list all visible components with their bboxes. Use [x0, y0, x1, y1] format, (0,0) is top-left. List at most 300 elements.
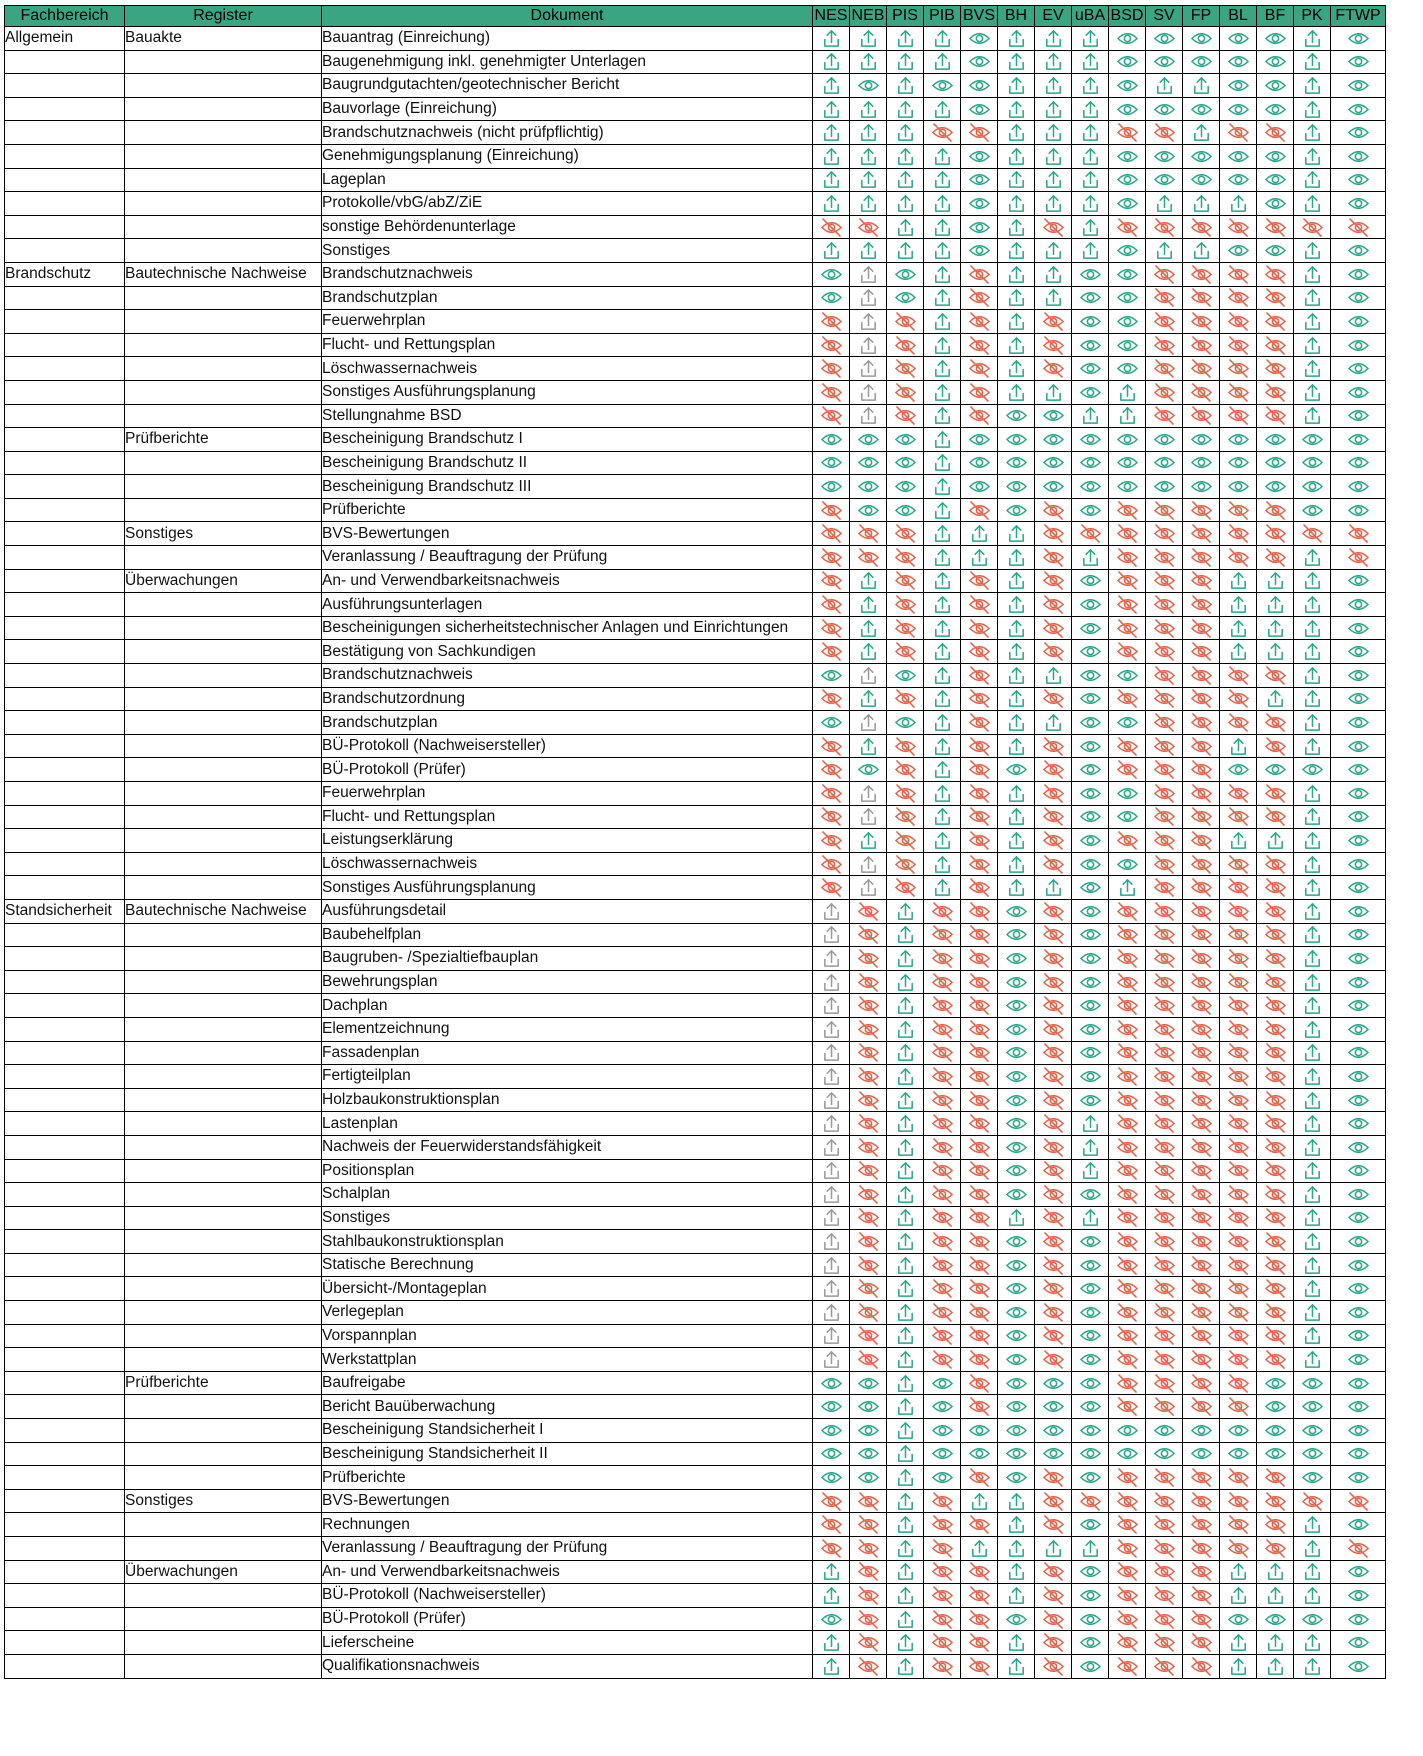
- permission-cell-ev: [1035, 805, 1072, 829]
- eye-icon: [850, 452, 886, 473]
- eye-icon: [961, 217, 997, 238]
- register-cell: [125, 1419, 322, 1443]
- permission-cell-bl: [1220, 1065, 1257, 1089]
- upload-icon: [1257, 570, 1293, 591]
- permission-cell-sv: [1146, 829, 1183, 853]
- eye-slash-icon: [1035, 547, 1071, 568]
- eye-icon: [1072, 429, 1108, 450]
- permission-cell-sv: [1146, 1206, 1183, 1230]
- table-row: [5, 734, 1386, 758]
- eye-slash-icon: [1146, 1231, 1182, 1252]
- permission-cell-ev: [1035, 192, 1072, 216]
- header-role-bf: BF: [1257, 6, 1294, 27]
- permission-cell-bl: [1220, 1489, 1257, 1513]
- upload-icon: [998, 806, 1034, 827]
- dokument-cell: Flucht- und Rettungsplan: [322, 333, 813, 357]
- upload-icon: [1220, 570, 1256, 591]
- permission-cell-pis: [887, 286, 924, 310]
- permission-cell-ftwp: [1331, 1112, 1386, 1136]
- eye-slash-icon: [924, 972, 960, 993]
- upload-icon: [813, 1255, 849, 1276]
- permission-cell-nes: [813, 1135, 850, 1159]
- permission-cell-nes: [813, 1560, 850, 1584]
- eye-slash-icon: [1146, 924, 1182, 945]
- table-row: [5, 1253, 1386, 1277]
- eye-icon: [1146, 28, 1182, 49]
- eye-slash-icon: [1294, 1491, 1330, 1512]
- permission-cell-ev: [1035, 451, 1072, 475]
- eye-slash-icon: [1257, 1255, 1293, 1276]
- permission-cell-bh: [998, 475, 1035, 499]
- permission-cell-bh: [998, 734, 1035, 758]
- eye-slash-icon: [1146, 1278, 1182, 1299]
- permission-cell-ftwp: [1331, 1395, 1386, 1419]
- eye-icon: [1257, 1373, 1293, 1394]
- permission-cell-pis: [887, 522, 924, 546]
- permission-cell-fp: [1183, 1324, 1220, 1348]
- eye-icon: [1220, 51, 1256, 72]
- upload-icon: [1294, 358, 1330, 379]
- upload-icon: [924, 854, 960, 875]
- permission-cell-neb: [850, 569, 887, 593]
- eye-slash-icon: [1220, 547, 1256, 568]
- permission-cell-bvs: [961, 569, 998, 593]
- eye-icon: [1331, 1090, 1385, 1111]
- eye-slash-icon: [1035, 1042, 1071, 1063]
- dokument-cell: Veranlassung / Beauftragung der Prüfung: [322, 1537, 813, 1561]
- eye-slash-icon: [1146, 618, 1182, 639]
- permission-cell-bl: [1220, 27, 1257, 51]
- eye-icon: [961, 1443, 997, 1464]
- upload-icon: [813, 995, 849, 1016]
- eye-slash-icon: [1109, 1255, 1145, 1276]
- register-cell: Bautechnische Nachweise: [125, 899, 322, 923]
- dokument-cell: Flucht- und Rettungsplan: [322, 805, 813, 829]
- permission-cell-bvs: [961, 310, 998, 334]
- dokument-cell: Qualifikationsnachweis: [322, 1654, 813, 1678]
- register-cell: [125, 451, 322, 475]
- permission-cell-pib: [924, 1560, 961, 1584]
- permission-cell-pk: [1294, 1277, 1331, 1301]
- permission-cell-bvs: [961, 1607, 998, 1631]
- eye-slash-icon: [1109, 1207, 1145, 1228]
- eye-slash-icon: [887, 335, 923, 356]
- permission-cell-sv: [1146, 121, 1183, 145]
- eye-slash-icon: [813, 1491, 849, 1512]
- table-row: [5, 829, 1386, 853]
- upload-icon: [1294, 1302, 1330, 1323]
- register-cell: [125, 310, 322, 334]
- register-cell: [125, 168, 322, 192]
- eye-icon: [1109, 358, 1145, 379]
- eye-slash-icon: [1183, 1019, 1219, 1040]
- permission-cell-nes: [813, 380, 850, 404]
- permission-cell-fp: [1183, 1112, 1220, 1136]
- fachbereich-cell: [5, 380, 125, 404]
- eye-slash-icon: [1035, 1609, 1071, 1630]
- eye-slash-icon: [961, 594, 997, 615]
- fachbereich-cell: [5, 1348, 125, 1372]
- eye-icon: [1257, 99, 1293, 120]
- eye-slash-icon: [1146, 972, 1182, 993]
- permission-cell-bsd: [1109, 50, 1146, 74]
- eye-icon: [1331, 358, 1385, 379]
- eye-slash-icon: [813, 830, 849, 851]
- permission-cell-ev: [1035, 1395, 1072, 1419]
- eye-icon: [1220, 429, 1256, 450]
- eye-slash-icon: [1109, 217, 1145, 238]
- permission-cell-uba: [1072, 262, 1109, 286]
- permission-cell-pib: [924, 1466, 961, 1490]
- permission-cell-sv: [1146, 711, 1183, 735]
- permission-cell-bf: [1257, 1301, 1294, 1325]
- eye-icon: [1072, 783, 1108, 804]
- permission-cell-bl: [1220, 1395, 1257, 1419]
- permission-cell-ev: [1035, 947, 1072, 971]
- permission-cell-ftwp: [1331, 1584, 1386, 1608]
- permission-cell-bf: [1257, 687, 1294, 711]
- upload-icon: [1035, 382, 1071, 403]
- permission-cell-ev: [1035, 1253, 1072, 1277]
- eye-icon: [998, 1090, 1034, 1111]
- eye-slash-icon: [1035, 1349, 1071, 1370]
- eye-slash-icon: [961, 1042, 997, 1063]
- upload-icon: [1220, 830, 1256, 851]
- permission-cell-nes: [813, 1041, 850, 1065]
- eye-slash-icon: [961, 1349, 997, 1370]
- eye-slash-icon: [850, 1349, 886, 1370]
- eye-slash-icon: [813, 806, 849, 827]
- eye-slash-icon: [1220, 382, 1256, 403]
- eye-slash-icon: [1183, 618, 1219, 639]
- permission-cell-bvs: [961, 215, 998, 239]
- permission-cell-bf: [1257, 1513, 1294, 1537]
- upload-icon: [850, 99, 886, 120]
- permission-cell-sv: [1146, 546, 1183, 570]
- permission-cell-pis: [887, 380, 924, 404]
- permission-cell-bh: [998, 1584, 1035, 1608]
- dokument-cell: Löschwassernachweis: [322, 852, 813, 876]
- upload-icon: [1294, 1561, 1330, 1582]
- eye-slash-icon: [1183, 1514, 1219, 1535]
- eye-icon: [1257, 193, 1293, 214]
- upload-icon: [850, 51, 886, 72]
- register-cell: [125, 640, 322, 664]
- fachbereich-cell: Brandschutz: [5, 262, 125, 286]
- eye-slash-icon: [1109, 995, 1145, 1016]
- eye-slash-icon: [924, 1113, 960, 1134]
- permission-cell-fp: [1183, 380, 1220, 404]
- permission-cell-bl: [1220, 1631, 1257, 1655]
- table-row: [5, 1631, 1386, 1655]
- eye-icon: [1257, 240, 1293, 261]
- eye-slash-icon: [850, 1090, 886, 1111]
- permission-cell-ev: [1035, 1206, 1072, 1230]
- eye-icon: [1109, 28, 1145, 49]
- eye-icon: [1331, 618, 1385, 639]
- eye-icon: [1220, 1420, 1256, 1441]
- permission-cell-neb: [850, 1277, 887, 1301]
- upload-icon: [1146, 240, 1182, 261]
- upload-icon: [813, 1113, 849, 1134]
- dokument-cell: Bericht Bauüberwachung: [322, 1395, 813, 1419]
- permission-cell-bsd: [1109, 262, 1146, 286]
- eye-slash-icon: [1257, 1278, 1293, 1299]
- permission-cell-ftwp: [1331, 121, 1386, 145]
- eye-icon: [1257, 1396, 1293, 1417]
- upload-icon: [813, 75, 849, 96]
- dokument-cell: Bescheinigung Standsicherheit II: [322, 1442, 813, 1466]
- upload-icon: [1035, 877, 1071, 898]
- eye-slash-icon: [1109, 1609, 1145, 1630]
- fachbereich-cell: [5, 215, 125, 239]
- upload-icon: [887, 1231, 923, 1252]
- permission-cell-ev: [1035, 1017, 1072, 1041]
- permission-cell-bsd: [1109, 168, 1146, 192]
- eye-slash-icon: [813, 688, 849, 709]
- permission-cell-sv: [1146, 97, 1183, 121]
- eye-slash-icon: [887, 830, 923, 851]
- eye-icon: [1331, 193, 1385, 214]
- eye-slash-icon: [1183, 547, 1219, 568]
- permission-cell-nes: [813, 687, 850, 711]
- fachbereich-cell: [5, 239, 125, 263]
- eye-icon: [1109, 51, 1145, 72]
- upload-icon: [924, 452, 960, 473]
- permission-cell-fp: [1183, 1537, 1220, 1561]
- permission-cell-sv: [1146, 262, 1183, 286]
- permission-cell-fp: [1183, 758, 1220, 782]
- permission-cell-ftwp: [1331, 498, 1386, 522]
- permission-cell-pib: [924, 357, 961, 381]
- permission-cell-uba: [1072, 498, 1109, 522]
- permission-cell-fp: [1183, 333, 1220, 357]
- eye-slash-icon: [1257, 1160, 1293, 1181]
- eye-slash-icon: [961, 1160, 997, 1181]
- permission-cell-bl: [1220, 1324, 1257, 1348]
- eye-slash-icon: [1183, 806, 1219, 827]
- upload-icon: [850, 264, 886, 285]
- upload-icon: [850, 830, 886, 851]
- permission-cell-uba: [1072, 1489, 1109, 1513]
- upload-icon: [1294, 1656, 1330, 1677]
- fachbereich-cell: [5, 616, 125, 640]
- eye-slash-icon: [1109, 688, 1145, 709]
- upload-icon: [998, 240, 1034, 261]
- eye-slash-icon: [961, 1113, 997, 1134]
- eye-slash-icon: [1257, 1231, 1293, 1252]
- eye-icon: [1072, 1373, 1108, 1394]
- permission-cell-bsd: [1109, 1253, 1146, 1277]
- upload-icon: [813, 146, 849, 167]
- table-row: [5, 333, 1386, 357]
- permission-cell-ftwp: [1331, 569, 1386, 593]
- permission-cell-nes: [813, 428, 850, 452]
- permission-cell-sv: [1146, 333, 1183, 357]
- eye-icon: [1331, 1160, 1385, 1181]
- eye-slash-icon: [1257, 335, 1293, 356]
- permission-cell-sv: [1146, 852, 1183, 876]
- permission-cell-ev: [1035, 1183, 1072, 1207]
- permission-cell-pis: [887, 1135, 924, 1159]
- eye-icon: [1331, 311, 1385, 332]
- eye-icon: [998, 1160, 1034, 1181]
- permission-cell-pis: [887, 475, 924, 499]
- permission-cell-bl: [1220, 1654, 1257, 1678]
- permission-cell-pk: [1294, 711, 1331, 735]
- eye-icon: [1331, 712, 1385, 733]
- permission-cell-bf: [1257, 74, 1294, 98]
- eye-icon: [1072, 1231, 1108, 1252]
- eye-icon: [998, 1373, 1034, 1394]
- permission-cell-ev: [1035, 734, 1072, 758]
- eye-slash-icon: [1146, 759, 1182, 780]
- permission-cell-bsd: [1109, 616, 1146, 640]
- eye-icon: [887, 665, 923, 686]
- upload-icon: [813, 1019, 849, 1040]
- permission-cell-bl: [1220, 286, 1257, 310]
- eye-slash-icon: [924, 1632, 960, 1653]
- eye-icon: [998, 972, 1034, 993]
- permission-cell-neb: [850, 1183, 887, 1207]
- upload-icon: [1294, 405, 1330, 426]
- upload-icon: [887, 1656, 923, 1677]
- register-cell: [125, 852, 322, 876]
- permission-cell-bsd: [1109, 829, 1146, 853]
- permission-cell-pis: [887, 1253, 924, 1277]
- permission-cell-pk: [1294, 1088, 1331, 1112]
- upload-icon: [887, 1042, 923, 1063]
- permission-cell-pib: [924, 758, 961, 782]
- permission-cell-bvs: [961, 616, 998, 640]
- eye-icon: [813, 1396, 849, 1417]
- permission-cell-pib: [924, 522, 961, 546]
- upload-icon: [813, 193, 849, 214]
- permission-cell-uba: [1072, 1371, 1109, 1395]
- permission-cell-pis: [887, 1395, 924, 1419]
- permission-cell-bh: [998, 1017, 1035, 1041]
- permission-cell-pk: [1294, 1560, 1331, 1584]
- upload-icon: [1072, 122, 1108, 143]
- permission-cell-ev: [1035, 404, 1072, 428]
- permission-cell-neb: [850, 1088, 887, 1112]
- upload-icon: [961, 547, 997, 568]
- table-row: [5, 1230, 1386, 1254]
- permission-cell-neb: [850, 1159, 887, 1183]
- eye-slash-icon: [1035, 1207, 1071, 1228]
- permission-cell-bvs: [961, 192, 998, 216]
- permission-cell-pib: [924, 310, 961, 334]
- eye-icon: [1257, 429, 1293, 450]
- permission-cell-neb: [850, 687, 887, 711]
- permission-cell-bvs: [961, 1088, 998, 1112]
- permission-cell-sv: [1146, 1301, 1183, 1325]
- permission-cell-bvs: [961, 1631, 998, 1655]
- upload-icon: [998, 28, 1034, 49]
- eye-icon: [1109, 146, 1145, 167]
- eye-slash-icon: [1257, 287, 1293, 308]
- eye-icon: [1331, 240, 1385, 261]
- eye-slash-icon: [850, 1207, 886, 1228]
- header-role-ev: EV: [1035, 6, 1072, 27]
- permission-cell-bl: [1220, 239, 1257, 263]
- permission-cell-ev: [1035, 74, 1072, 98]
- eye-slash-icon: [1220, 1467, 1256, 1488]
- upload-icon: [1294, 169, 1330, 190]
- eye-slash-icon: [1183, 311, 1219, 332]
- permission-cell-bsd: [1109, 1065, 1146, 1089]
- permission-cell-pis: [887, 215, 924, 239]
- eye-icon: [1294, 500, 1330, 521]
- upload-icon: [924, 28, 960, 49]
- permission-cell-nes: [813, 97, 850, 121]
- register-cell: Sonstiges: [125, 522, 322, 546]
- permission-cell-bvs: [961, 1112, 998, 1136]
- permission-cell-bh: [998, 215, 1035, 239]
- permission-cell-bf: [1257, 168, 1294, 192]
- eye-slash-icon: [1257, 217, 1293, 238]
- permission-cell-bvs: [961, 1159, 998, 1183]
- permission-cell-pk: [1294, 1489, 1331, 1513]
- eye-slash-icon: [1146, 500, 1182, 521]
- permission-cell-pk: [1294, 1607, 1331, 1631]
- eye-icon: [924, 1373, 960, 1394]
- eye-slash-icon: [961, 736, 997, 757]
- eye-icon: [1072, 972, 1108, 993]
- permission-cell-pib: [924, 805, 961, 829]
- permission-cell-uba: [1072, 640, 1109, 664]
- permission-cell-ev: [1035, 1277, 1072, 1301]
- permission-cell-uba: [1072, 970, 1109, 994]
- permission-cell-pib: [924, 734, 961, 758]
- upload-icon: [1294, 1090, 1330, 1111]
- permission-cell-bl: [1220, 1017, 1257, 1041]
- permission-cell-uba: [1072, 121, 1109, 145]
- permission-cell-bh: [998, 333, 1035, 357]
- permission-cell-pib: [924, 1253, 961, 1277]
- permission-cell-pk: [1294, 357, 1331, 381]
- eye-icon: [1331, 1514, 1385, 1535]
- register-cell: [125, 121, 322, 145]
- permission-cell-pk: [1294, 451, 1331, 475]
- permission-cell-neb: [850, 1041, 887, 1065]
- permission-cell-nes: [813, 1159, 850, 1183]
- permission-cell-nes: [813, 923, 850, 947]
- permission-cell-bl: [1220, 121, 1257, 145]
- fachbereich-cell: [5, 664, 125, 688]
- permission-cell-uba: [1072, 27, 1109, 51]
- permission-cell-bf: [1257, 1371, 1294, 1395]
- permission-cell-neb: [850, 758, 887, 782]
- eye-icon: [1331, 500, 1385, 521]
- permission-cell-bh: [998, 758, 1035, 782]
- register-cell: [125, 664, 322, 688]
- table-row: [5, 923, 1386, 947]
- eye-slash-icon: [1183, 335, 1219, 356]
- eye-icon: [1072, 1019, 1108, 1040]
- permission-cell-pis: [887, 333, 924, 357]
- permission-cell-ev: [1035, 215, 1072, 239]
- fachbereich-cell: [5, 994, 125, 1018]
- permission-cell-pk: [1294, 1537, 1331, 1561]
- fachbereich-cell: [5, 1584, 125, 1608]
- permission-cell-nes: [813, 1607, 850, 1631]
- fachbereich-cell: [5, 1537, 125, 1561]
- table-row: [5, 192, 1386, 216]
- upload-icon: [924, 877, 960, 898]
- eye-icon: [924, 1443, 960, 1464]
- register-cell: [125, 1017, 322, 1041]
